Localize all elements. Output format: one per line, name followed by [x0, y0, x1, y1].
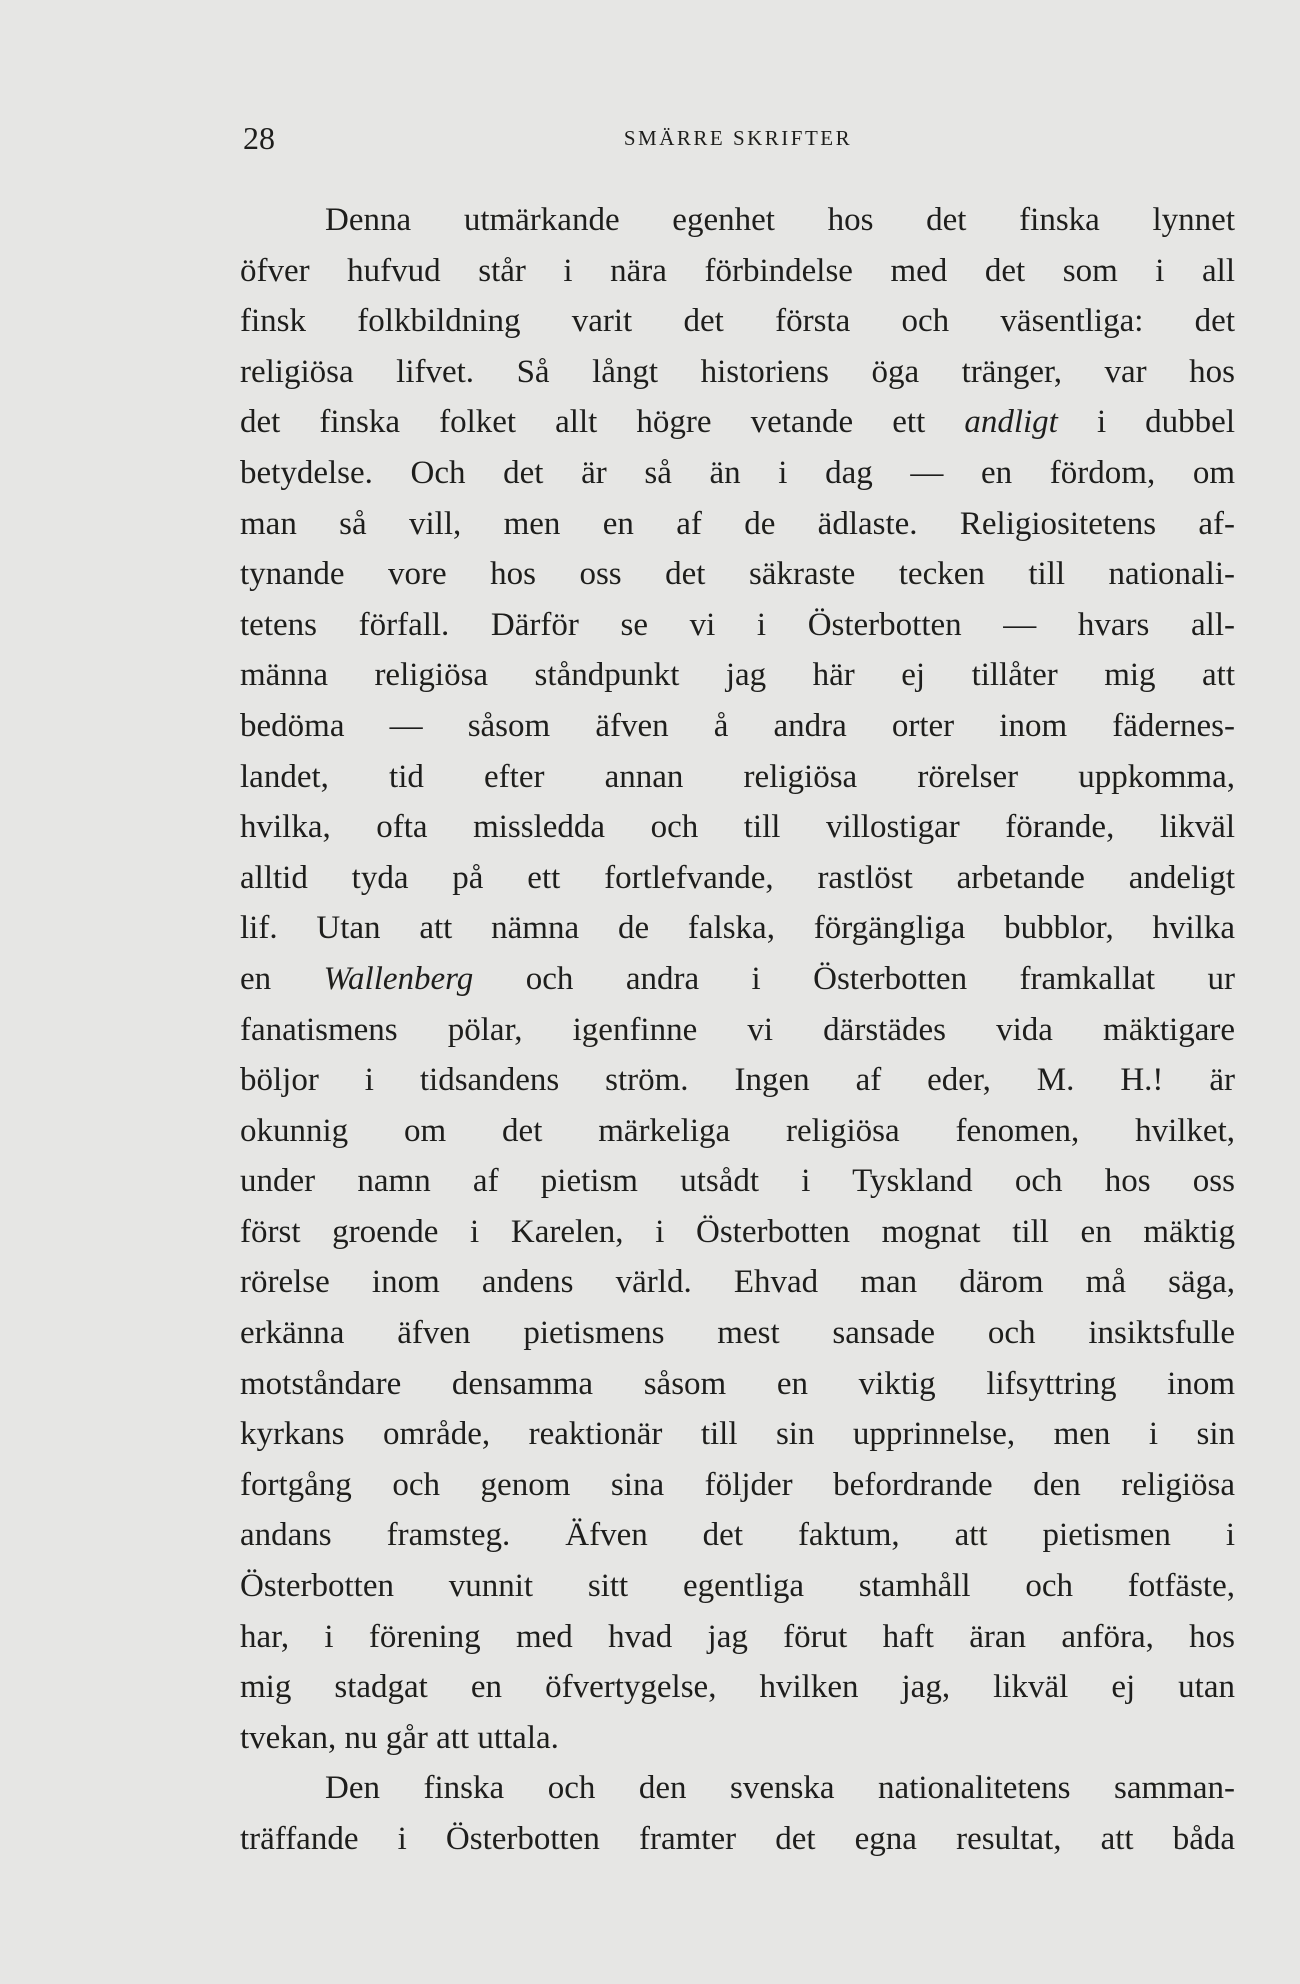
text-line: Österbotten vunnit sitt egentliga stamhåll och fotfäste, — [240, 1568, 1235, 1605]
text-line: landet, tid efter annan religiösa rörelser uppkomma, — [240, 758, 1235, 795]
text-line: finsk folkbildning varit det första och väsentliga: det — [240, 303, 1235, 340]
text-line: Denna utmärkande egenhet hos det finska lynnet — [325, 202, 1235, 238]
text-fragment: och andra i Österbotten framkallat ur — [525, 960, 1236, 997]
body-text — [240, 195, 1235, 1865]
text-line: okunnig om det märkeliga religiösa fenomen, hvilket, — [240, 1112, 1235, 1149]
text-line: tetens förfall. Därför se vi i Österbotten — hvars all- — [240, 606, 1235, 643]
text-fragment: i dubbel — [1096, 404, 1235, 441]
text-line: först groende i Karelen, i Österbotten mognat till en mäktig — [240, 1213, 1235, 1250]
text-line: man så vill, men en af de ädlaste. Religiositetens af- — [240, 505, 1235, 542]
text-line: träffande i Österbotten framter det egna resultat, att båda — [240, 1821, 1235, 1857]
text-line: öfver hufvud står i nära förbindelse med det som i all — [240, 252, 1235, 289]
text-line: mig stadgat en öfvertygelse, hvilken jag, likväl ej utan — [240, 1669, 1235, 1706]
page-number: 28 — [243, 120, 275, 156]
emphasized-word: Wallenberg — [323, 960, 474, 997]
text-line: andans framsteg. Äfven det faktum, att pietismen i — [240, 1517, 1235, 1554]
emphasized-word: andligt — [964, 404, 1058, 441]
text-line: erkänna äfven pietismens mest sansade och insiktsfulle — [240, 1315, 1235, 1352]
text-line: böljor i tidsandens ström. Ingen af eder, M. H.! är — [240, 1062, 1235, 1099]
text-line-with-emphasis — [240, 397, 1235, 448]
text-line: rörelse inom andens värld. Ehvad man därom må säga, — [240, 1264, 1235, 1301]
paragraph-end-line: tvekan, nu går att uttala. — [240, 1719, 559, 1756]
text-line: har, i förening med hvad jag förut haft äran anföra, hos — [240, 1618, 1235, 1655]
text-line: alltid tyda på ett fortlefvande, rastlöst arbetande andeligt — [240, 859, 1235, 896]
text-line: Den finska och den svenska nationalitetens samman- — [325, 1770, 1235, 1807]
text-line: fanatismens pölar, igenfinne vi därstädes vida mäktigare — [240, 1011, 1235, 1048]
text-line: religiösa lifvet. Så långt historiens öga tränger, var hos — [240, 353, 1235, 390]
running-head: SMÄRRE SKRIFTER — [623, 126, 853, 150]
page-header — [243, 118, 1233, 158]
text-fragment: en — [240, 960, 272, 997]
text-line: under namn af pietism utsådt i Tyskland och hos oss — [240, 1163, 1235, 1200]
text-line: fortgång och genom sina följder befordrande den religiösa — [240, 1466, 1235, 1503]
text-line: bedöma — såsom äfven å andra orter inom fädernes- — [240, 707, 1235, 744]
text-line: tynande vore hos oss det säkraste tecken till nationali- — [240, 556, 1235, 593]
text-line: männa religiösa ståndpunkt jag här ej tillåter mig att — [240, 657, 1235, 694]
text-line: betydelse. Och det är så än i dag — en fördom, om — [240, 454, 1235, 491]
text-line: hvilka, ofta missledda och till villostigar förande, likväl — [240, 809, 1235, 846]
text-line: kyrkans område, reaktionär till sin upprinnelse, men i sin — [240, 1416, 1235, 1453]
text-line: lif. Utan att nämna de falska, förgängliga bubblor, hvilka — [240, 910, 1235, 947]
text-line: motståndare densamma såsom en viktig lifsyttring inom — [240, 1365, 1235, 1402]
text-line-with-emphasis — [240, 954, 1235, 1005]
text-fragment: det finska folket allt högre vetande ett — [240, 404, 926, 441]
